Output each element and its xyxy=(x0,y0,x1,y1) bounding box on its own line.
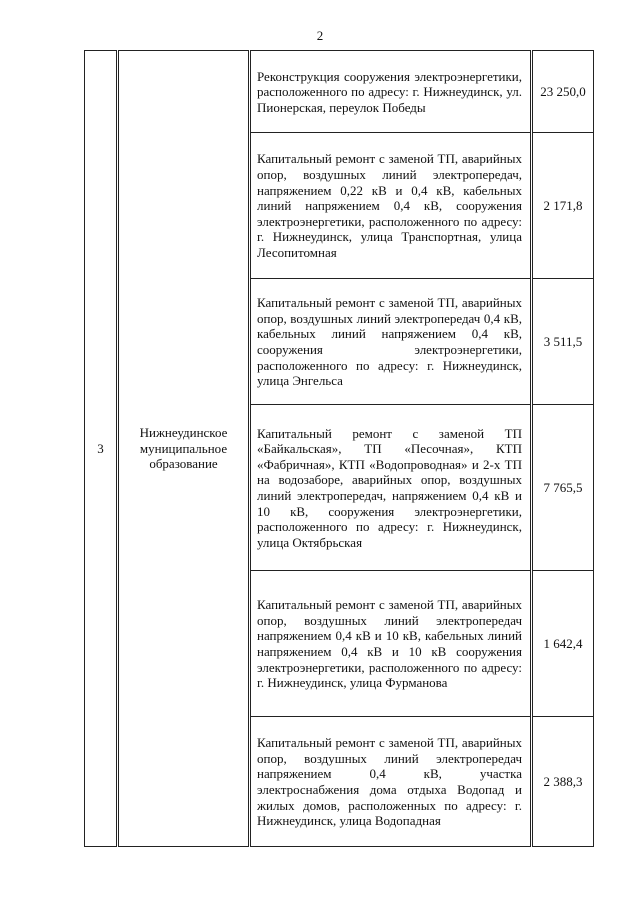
program-table xyxy=(84,50,594,847)
row-number-cell: 3 xyxy=(85,51,118,847)
amount-cell: 1 642,4 xyxy=(532,571,594,717)
description-cell: Капитальный ремонт с заменой ТП, аварийных опор, воздушных линий электропередач напряжением 0,4 кВ, участка электроснабжения дома отдыха Водопад и жилых домов, расположенных по адресу: г. Нижнеудинск, улица Водопадная xyxy=(250,717,532,847)
amount-cell: 3 511,5 xyxy=(532,279,594,405)
amount-cell: 23 250,0 xyxy=(532,51,594,133)
amount-cell: 7 765,5 xyxy=(532,405,594,571)
amount-cell: 2 388,3 xyxy=(532,717,594,847)
description-cell: Реконструкция сооружения электроэнергетики, расположенного по адресу: г. Нижнеудинск, ул. Пионерская, переулок Победы xyxy=(250,51,532,133)
description-cell: Капитальный ремонт с заменой ТП, аварийных опор, воздушных линий электропередач 0,4 кВ, кабельных линий напряжением 0,4 кВ, сооружения электроэнергетики, расположенного по адресу: г. Нижнеудинск, улица Энгельса xyxy=(250,279,532,405)
description-cell: Капитальный ремонт с заменой ТП «Байкальская», ТП «Песочная», КТП «Фабричная», КТП «Водопроводная» и 2-х ТП на водозаборе, аварийных опор, воздушных линий электропередач, напряжением 0,4 кВ и 10 кВ, сооружения электроэнергетики, расположенного по адресу: г. Нижнеудинск, улица Октябрьская xyxy=(250,405,532,571)
municipality-cell: Нижнеудинское муниципальное образование xyxy=(118,51,250,847)
page-number: 2 xyxy=(316,28,324,43)
description-cell: Капитальный ремонт с заменой ТП, аварийных опор, воздушных линий электропередач напряжением 0,4 кВ и 10 кВ, кабельных линий напряжением 0,4 кВ и 10 кВ сооружения электроэнергетики, расположенного по адресу: г. Нижнеудинск, улица Фурманова xyxy=(250,571,532,717)
description-cell: Капитальный ремонт с заменой ТП, аварийных опор, воздушных линий электропередач, напряжением 0,22 кВ и 0,4 кВ, кабельных линий напряжением 0,4 кВ, сооружения электроэнергетики, расположенного по адресу: г. Нижнеудинск, улица Транспортная, улица Лесопитомная xyxy=(250,133,532,279)
amount-cell: 2 171,8 xyxy=(532,133,594,279)
table-row xyxy=(85,51,594,133)
